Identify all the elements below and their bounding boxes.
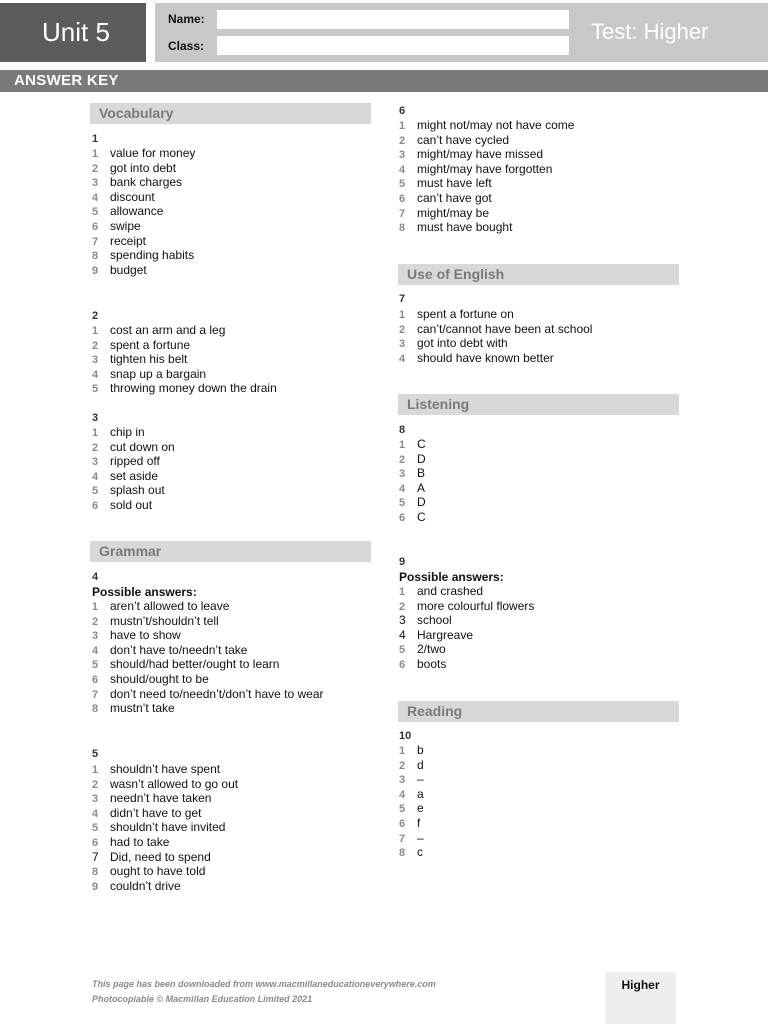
list-item: 6 sold out — [92, 497, 153, 512]
list-item: 3 bank charges — [92, 175, 183, 190]
exercise-number: 6 — [399, 105, 406, 117]
list-item: 1 cost an arm and a leg — [92, 323, 226, 337]
list-item: 4 might/may have forgotten — [399, 161, 553, 176]
list-item: 4 discount — [92, 189, 155, 204]
exercise-number: 1 — [92, 133, 99, 145]
list-item: 1 shouldn’t have spent — [92, 762, 221, 776]
exercise-7-list — [399, 307, 592, 365]
list-item: 3 have to show — [92, 628, 181, 643]
exercise-8-list — [399, 437, 426, 525]
list-item: 8 ought to have told — [92, 864, 206, 879]
list-item: 5 allowance — [92, 204, 164, 219]
test-title: Test: Higher — [591, 19, 709, 44]
list-item: 3 B — [399, 466, 426, 481]
list-item: 6 had to take — [92, 834, 170, 849]
list-item: 2 spent a fortune — [92, 337, 191, 352]
name-label: Name: — [168, 12, 205, 26]
exercise-number: 9 — [399, 556, 406, 568]
list-item: 2 can’t have cycled — [399, 132, 510, 147]
class-field[interactable] — [217, 36, 569, 55]
section-listening: Listening — [398, 394, 679, 415]
footer-download-note: This page has been downloaded from www.macmillaneducationeverywhere.com — [92, 979, 436, 989]
list-item: 2 d — [399, 757, 424, 772]
exercise-10-list — [399, 743, 424, 860]
list-item: 5 splash out — [92, 483, 165, 498]
section-vocabulary: Vocabulary — [90, 103, 371, 124]
list-item: 4 set aside — [92, 468, 159, 483]
exercise-number: 10 — [399, 730, 412, 742]
list-item: 7 don’t need to/needn’t/don’t have to wear — [92, 686, 324, 701]
list-item: 3 got into debt with — [399, 336, 508, 351]
exercise-number: 3 — [92, 412, 99, 424]
exercise-2-list — [92, 323, 277, 396]
list-item: 5 2/two — [399, 642, 446, 657]
list-item: 2 D — [399, 451, 426, 466]
name-field[interactable] — [217, 10, 569, 29]
list-item: 1 C — [399, 437, 426, 451]
list-item: 5 must have left — [399, 176, 492, 191]
possible-answers-note: Possible answers: — [399, 570, 504, 584]
exercise-1-list — [92, 146, 195, 277]
list-item: 1 might not/may not have come — [399, 118, 575, 132]
class-label: Class: — [168, 39, 205, 53]
list-item: 2 more colourful flowers — [399, 598, 535, 613]
list-item: 2 got into debt — [92, 160, 177, 175]
list-item: 3 might/may have missed — [399, 147, 544, 162]
list-item: 2 can’t/cannot have been at school — [399, 321, 593, 336]
list-item: 4 didn’t have to get — [92, 805, 202, 820]
list-item: 6 boots — [399, 656, 447, 671]
list-item: 1 and crashed — [399, 584, 484, 598]
list-item: 3 needn’t have taken — [92, 791, 212, 806]
list-item: 4 a — [399, 786, 424, 801]
list-item: 7 might/may be — [399, 205, 490, 220]
exercise-5-list — [92, 762, 238, 893]
footer-copyright: Photocopiable © Macmillan Education Limited 2021 — [92, 994, 313, 1004]
list-item: 1 value for money — [92, 146, 196, 160]
list-item: 8 mustn’t take — [92, 701, 175, 716]
list-item: 3 school — [399, 613, 452, 628]
list-item: 7 – — [399, 830, 424, 845]
list-item: 4 should have known better — [399, 350, 554, 365]
list-item: 7 receipt — [92, 233, 147, 248]
exercise-3-list — [92, 425, 175, 513]
list-item: 4 snap up a bargain — [92, 366, 207, 381]
list-item: 6 f — [399, 815, 421, 830]
list-item: 2 mustn’t/shouldn’t tell — [92, 613, 219, 628]
section-reading: Reading — [398, 701, 679, 722]
list-item: 8 c — [399, 845, 423, 860]
list-item: 5 e — [399, 801, 424, 816]
exercise-number: 8 — [399, 424, 406, 436]
level-badge — [605, 972, 676, 1024]
exercise-number: 2 — [92, 310, 99, 322]
list-item: 9 couldn’t drive — [92, 878, 181, 893]
list-item: 6 should/ought to be — [92, 671, 209, 686]
list-item: 8 spending habits — [92, 248, 195, 263]
unit-text: Unit 5 — [42, 17, 110, 47]
unit-label — [0, 3, 146, 62]
level-text: Higher — [621, 978, 660, 992]
list-item: 7 Did, need to spend — [92, 849, 211, 864]
exercise-number: 4 — [92, 571, 99, 583]
exercise-number: 5 — [92, 748, 99, 760]
list-item: 3 tighten his belt — [92, 352, 188, 367]
list-item: 8 must have bought — [399, 220, 513, 235]
list-item: 4 A — [399, 480, 426, 495]
section-grammar: Grammar — [90, 541, 371, 562]
list-item: 6 swipe — [92, 218, 141, 233]
list-item: 9 budget — [92, 262, 147, 277]
list-item: 1 b — [399, 743, 424, 757]
exercise-number: 7 — [399, 293, 406, 305]
list-item: 1 aren’t allowed to leave — [92, 599, 230, 613]
answer-key-title: ANSWER KEY — [14, 72, 119, 89]
list-item: 3 – — [399, 772, 424, 787]
exercise-4-list — [92, 599, 324, 716]
list-item: 2 wasn’t allowed to go out — [92, 776, 239, 791]
list-item: 4 don’t have to/needn’t take — [92, 642, 248, 657]
exercise-6-list — [399, 118, 574, 235]
list-item: 6 C — [399, 509, 426, 524]
list-item: 4 Hargreave — [399, 627, 474, 642]
list-item: 1 chip in — [92, 425, 145, 439]
list-item: 6 can’t have got — [399, 190, 492, 205]
possible-answers-note: Possible answers: — [92, 585, 197, 599]
list-item: 2 cut down on — [92, 439, 175, 454]
exercise-9-list — [399, 584, 534, 672]
list-item: 3 ripped off — [92, 454, 160, 469]
list-item: 5 shouldn’t have invited — [92, 820, 226, 835]
section-use-of-english: Use of English — [398, 264, 679, 285]
list-item: 1 spent a fortune on — [399, 307, 514, 321]
list-item: 5 throwing money down the drain — [92, 381, 277, 396]
list-item: 5 D — [399, 495, 426, 510]
list-item: 5 should/had better/ought to learn — [92, 657, 280, 672]
